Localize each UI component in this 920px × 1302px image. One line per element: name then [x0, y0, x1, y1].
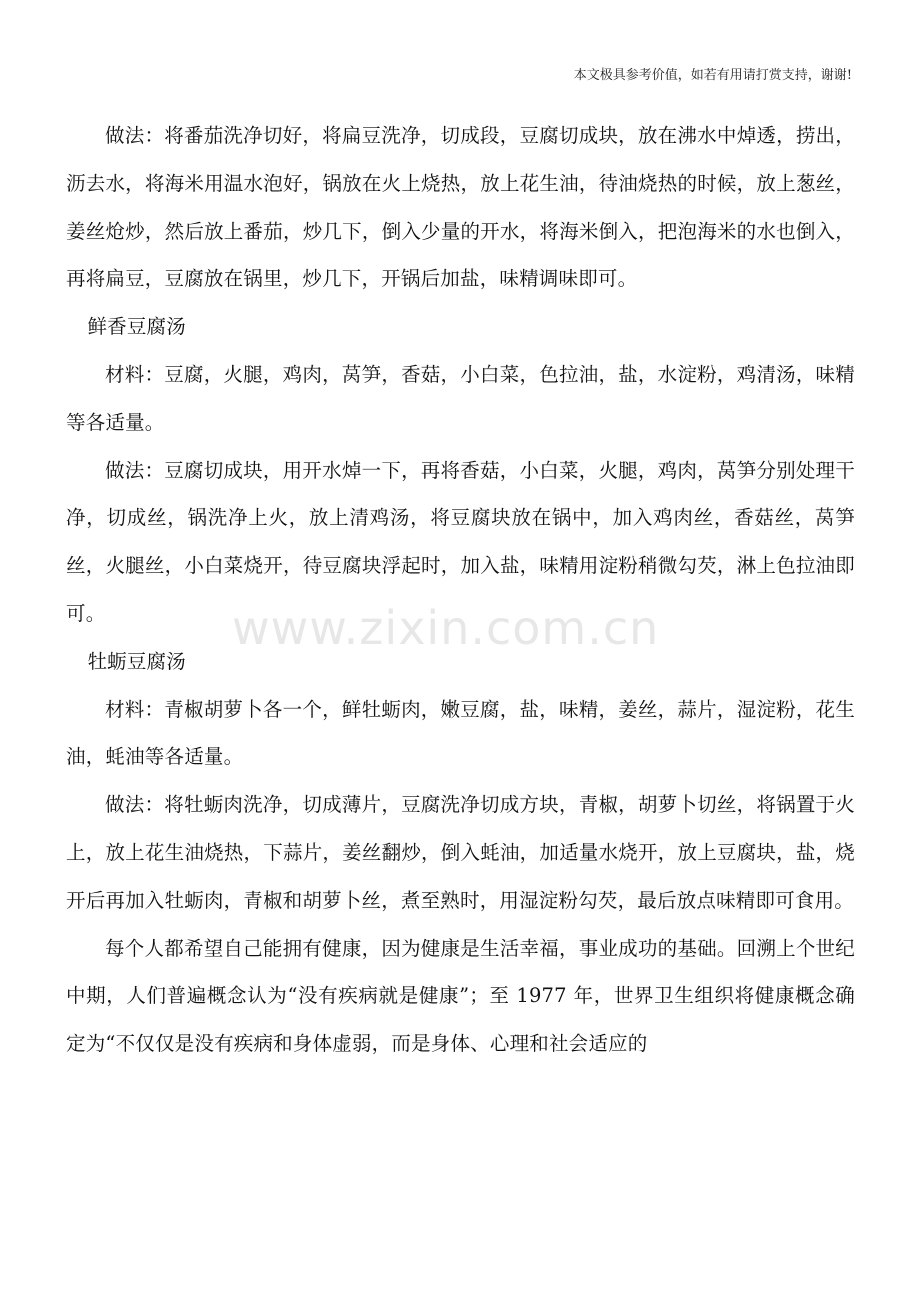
recipe-title-fresh-tofu-soup: 鲜香豆腐汤 — [87, 315, 186, 339]
header-note: 本文极具参考价值，如若有用请打赏支持，谢谢! — [573, 68, 852, 83]
paragraph-ingredients-oyster-tofu-soup: 材料：青椒胡萝卜各一个，鲜牡蛎肉，嫩豆腐，盐，味精，姜丝，蒜片，湿淀粉，花生油，蚝油等各适量。 — [66, 697, 855, 769]
paragraph-ingredients-fresh-tofu-soup: 材料：豆腐，火腿，鸡肉，莴笋，香菇，小白菜，色拉油，盐，水淀粉，鸡清汤，味精等各适量。 — [66, 362, 855, 434]
paragraph-health-intro: 每个人都希望自己能拥有健康，因为健康是生活幸福，事业成功的基础。回溯上个世纪中期，人们普遍概念认为“没有疾病就是健康”；至 1977 年，世界卫生组织将健康概念确定为“不仅仅是没有疾病和身体虚弱，而是身体、心理和社会适应的 — [66, 936, 855, 1056]
watermark: www.zixin.com.cn — [232, 601, 660, 655]
paragraph-method-tomato-bean: 做法：将番茄洗净切好，将扁豆洗净，切成段，豆腐切成块，放在沸水中焯透，捞出，沥去水，将海米用温水泡好，锅放在火上烧热，放上花生油，待油烧热的时候，放上葱丝，姜丝炝炒，然后放上番茄，炒几下，倒入少量的开水，将海米倒入，把泡海米的水也倒入，再将扁豆，豆腐放在锅里，炒几下，开锅后加盐，味精调味即可。 — [66, 124, 855, 291]
recipe-title-oyster-tofu-soup: 牡蛎豆腐汤 — [87, 649, 186, 673]
paragraph-method-oyster-tofu-soup: 做法：将牡蛎肉洗净，切成薄片，豆腐洗净切成方块，青椒，胡萝卜切丝，将锅置于火上，放上花生油烧热，下蒜片，姜丝翻炒，倒入蚝油，加适量水烧开，放上豆腐块，盐，烧开后再加入牡蛎肉，青椒和胡萝卜丝，煮至熟时，用湿淀粉勾芡，最后放点味精即可食用。 — [66, 793, 855, 912]
paragraph-method-fresh-tofu-soup: 做法：豆腐切成块，用开水焯一下，再将香菇，小白菜，火腿，鸡肉，莴笋分别处理干净，切成丝，锅洗净上火，放上清鸡汤，将豆腐块放在锅中，加入鸡肉丝，香菇丝，莴笋丝，火腿丝，小白菜烧开，待豆腐块浮起时，加入盐，味精用淀粉稍微勾芡，淋上色拉油即可。 — [66, 458, 855, 625]
document-body — [66, 112, 855, 1068]
